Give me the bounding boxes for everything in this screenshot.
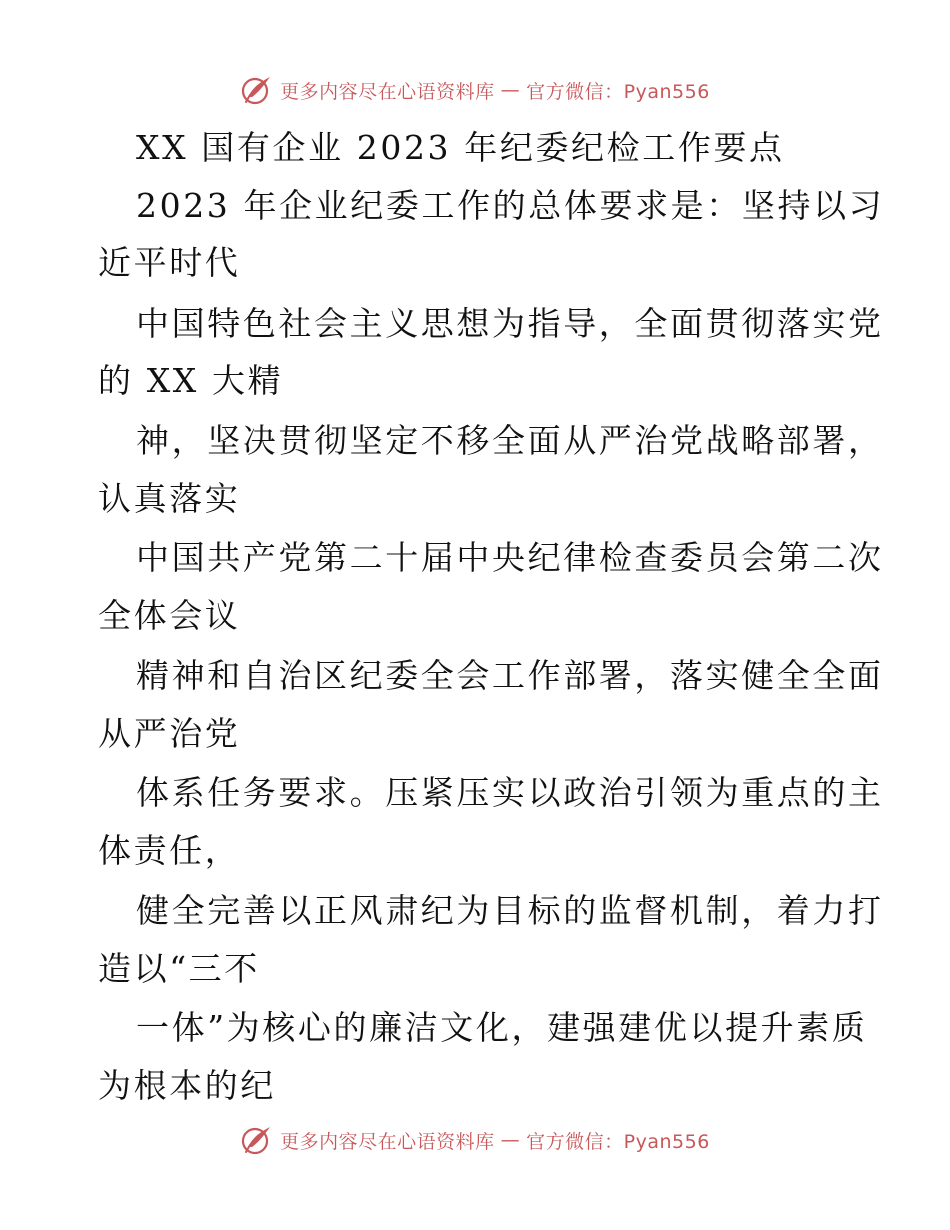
document-title: XX 国有企业 2023 年纪委纪检工作要点 bbox=[136, 128, 785, 167]
quill-pen-logo-icon bbox=[240, 1123, 274, 1157]
paragraph-line: 2023 年企业纪委工作的总体要求是：坚持以习 bbox=[136, 186, 885, 225]
watermark-separator: — bbox=[500, 79, 521, 101]
watermark-brand: 更多内容尽在心语资料库 bbox=[280, 1130, 495, 1153]
paragraph-line: 的 XX 大精 bbox=[98, 361, 284, 400]
paragraph-line: 全体会议 bbox=[98, 596, 241, 635]
watermark-separator: — bbox=[500, 1129, 521, 1151]
paragraph-line: 造以“三不 bbox=[98, 949, 260, 988]
watermark-contact: 官方微信：Pyan556 bbox=[526, 1130, 710, 1153]
paragraph-line: 精神和自治区纪委全会工作部署，落实健全全面 bbox=[136, 656, 884, 695]
paragraph-line: 健全完善以正风肃纪为目标的监督机制，着力打 bbox=[136, 891, 884, 930]
watermark-contact: 官方微信：Pyan556 bbox=[526, 80, 710, 103]
watermark-footer bbox=[0, 1120, 950, 1160]
paragraph-line: 体系任务要求。压紧压实以政治引领为重点的主 bbox=[136, 773, 884, 812]
paragraph-line: 为根本的纪 bbox=[98, 1066, 276, 1105]
watermark-brand: 更多内容尽在心语资料库 bbox=[280, 80, 495, 103]
quill-pen-logo-icon bbox=[240, 73, 274, 107]
paragraph-line: 体责任， bbox=[98, 831, 241, 870]
watermark-header bbox=[0, 70, 950, 110]
paragraph-line: 中国特色社会主义思想为指导，全面贯彻落实党 bbox=[136, 304, 884, 343]
paragraph-line: 认真落实 bbox=[98, 479, 241, 518]
paragraph-line: 近平时代 bbox=[98, 243, 241, 282]
paragraph-line: 从严治党 bbox=[98, 714, 241, 753]
paragraph-line: 一体”为核心的廉洁文化，建强建优以提升素质 bbox=[136, 1008, 868, 1047]
paragraph-line: 中国共产党第二十届中央纪律检查委员会第二次 bbox=[136, 538, 884, 577]
paragraph-line: 神，坚决贯彻坚定不移全面从严治党战略部署， bbox=[136, 421, 884, 460]
